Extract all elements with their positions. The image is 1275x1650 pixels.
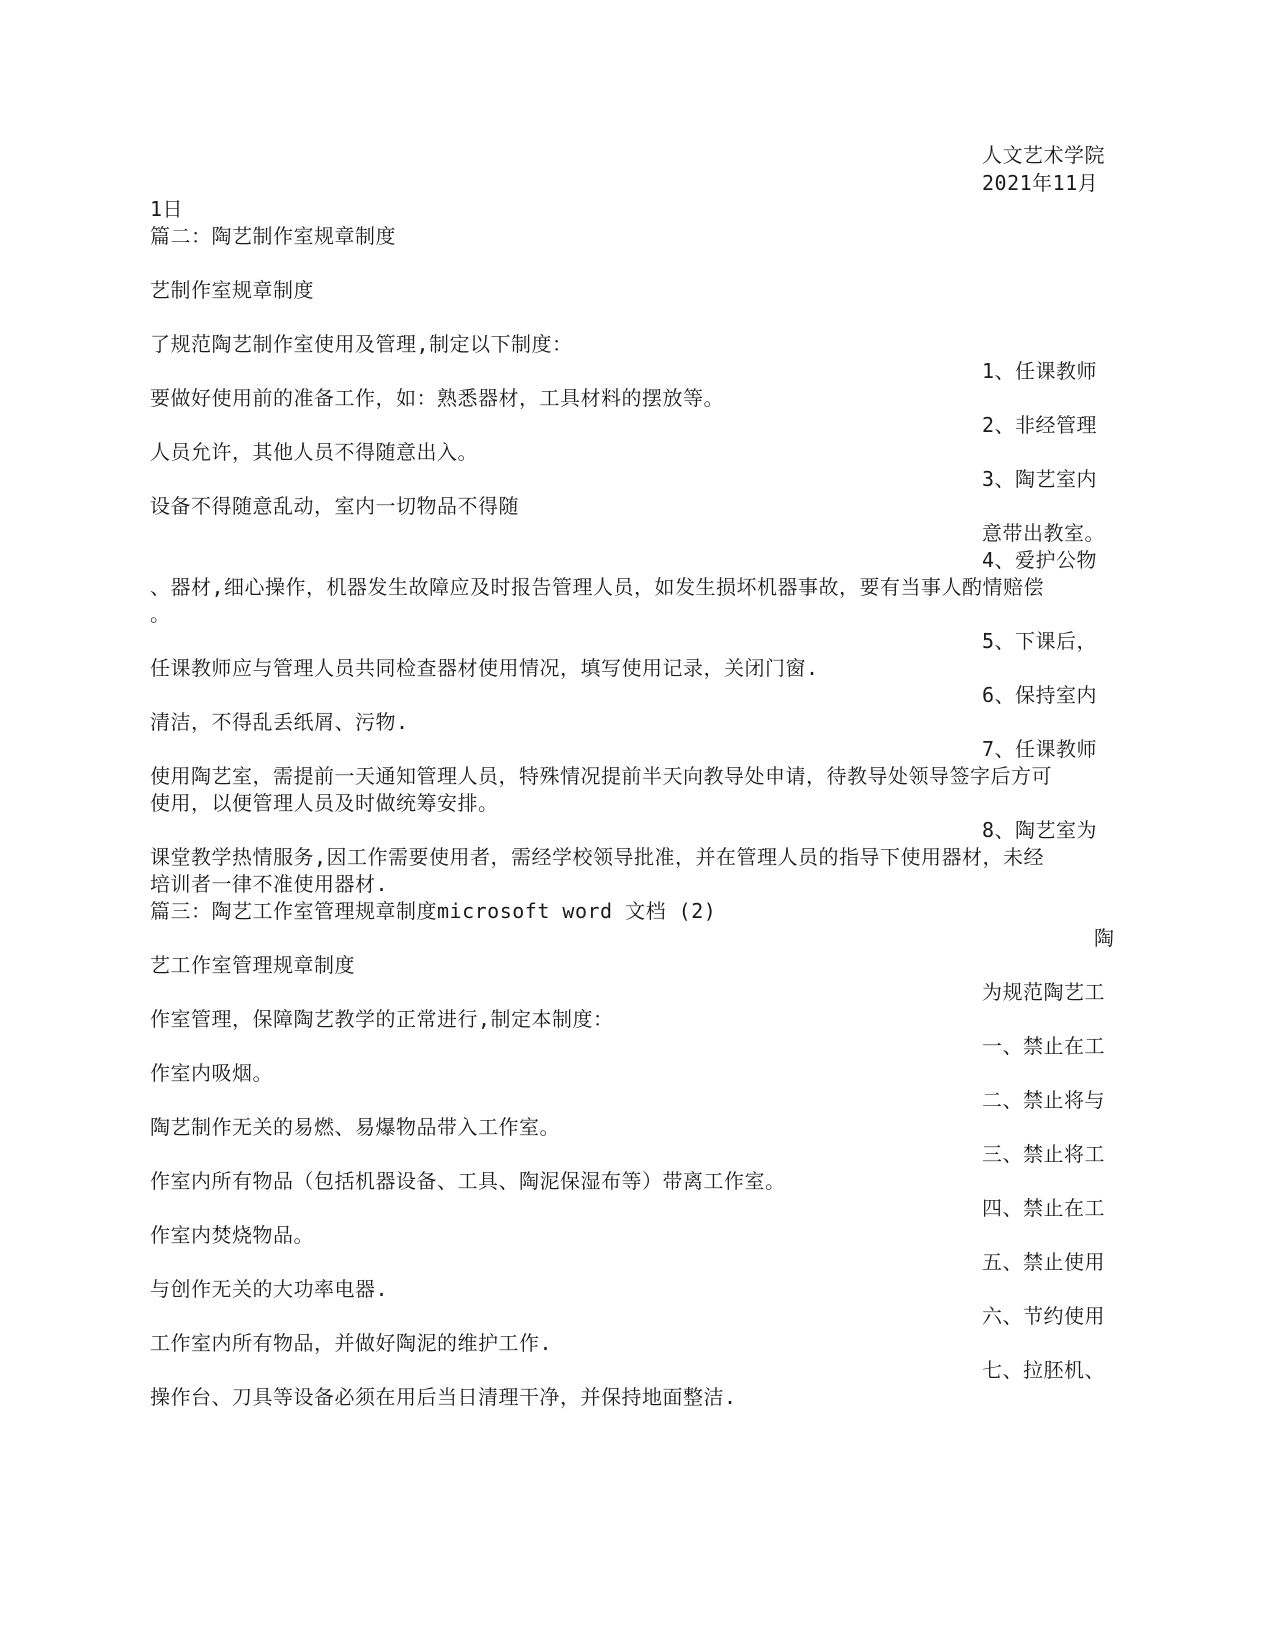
- rule-2-8-number: 8、陶艺室为: [982, 818, 1098, 842]
- rule-2-3-text: 设备不得随意乱动，室内一切物品不得随: [150, 494, 519, 518]
- rule-3-6-text: 工作室内所有物品，并做好陶泥的维护工作.: [150, 1331, 553, 1355]
- rule-3-6-number: 六、节约使用: [982, 1304, 1105, 1328]
- rule-3-1-text: 作室内吸烟。: [150, 1061, 273, 1085]
- rule-3-4-text: 作室内焚烧物品。: [150, 1223, 314, 1247]
- rule-3-7-number: 七、拉胚机、: [982, 1358, 1105, 1382]
- section3-intro-start: 为规范陶艺工: [982, 980, 1105, 1004]
- rule-2-7-text-cont: 使用，以便管理人员及时做统筹安排。: [150, 791, 499, 815]
- rule-2-4-text: 、器材,细心操作，机器发生故障应及时报告管理人员，如发生损坏机器事故，要有当事人酌情赔偿: [150, 575, 1045, 599]
- section2-intro: 了规范陶艺制作室使用及管理,制定以下制度：: [150, 332, 573, 356]
- section2-title: 艺制作室规章制度: [150, 278, 314, 302]
- rule-2-8-text: 课堂教学热情服务,因工作需要使用者，需经学校领导批准，并在管理人员的指导下使用器材，未经: [150, 845, 1045, 869]
- rule-2-6-number: 6、保持室内: [982, 683, 1098, 707]
- rule-2-2-number: 2、非经管理: [982, 413, 1098, 437]
- date-day: 1日: [150, 197, 184, 221]
- rule-3-4-number: 四、禁止在工: [982, 1196, 1105, 1220]
- rule-3-5-number: 五、禁止使用: [982, 1250, 1105, 1274]
- rule-3-5-text: 与创作无关的大功率电器.: [150, 1277, 389, 1301]
- rule-2-4-number: 4、爱护公物: [982, 548, 1098, 572]
- rule-2-1-text: 要做好使用前的准备工作，如：熟悉器材，工具材料的摆放等。: [150, 386, 724, 410]
- rule-3-2-text: 陶艺制作无关的易燃、易爆物品带入工作室。: [150, 1115, 560, 1139]
- rule-3-7-text: 操作台、刀具等设备必须在用后当日清理干净，并保持地面整洁.: [150, 1385, 737, 1409]
- section3-heading: 篇三：陶艺工作室管理规章制度microsoft word 文档 (2): [150, 899, 717, 923]
- rule-3-2-number: 二、禁止将与: [982, 1088, 1105, 1112]
- rule-2-5-number: 5、下课后，: [982, 629, 1098, 653]
- institution-name: 人文艺术学院: [982, 143, 1105, 167]
- rule-2-8-text-cont: 培训者一律不准使用器材.: [150, 872, 389, 896]
- rule-2-3-number: 3、陶艺室内: [982, 467, 1098, 491]
- section2-heading: 篇二：陶艺制作室规章制度: [150, 224, 396, 248]
- rule-2-6-text: 清洁，不得乱丢纸屑、污物.: [150, 710, 409, 734]
- rule-2-3-text-cont: 意带出教室。: [982, 521, 1105, 545]
- rule-2-7-text: 使用陶艺室，需提前一天通知管理人员，特殊情况提前半天向教导处申请，待教导处领导签字后方可: [150, 764, 1052, 788]
- date-year-month: 2021年11月: [982, 171, 1099, 195]
- rule-3-3-text: 作室内所有物品（包括机器设备、工具、陶泥保湿布等）带离工作室。: [150, 1169, 786, 1193]
- section3-title-char: 陶: [1094, 926, 1115, 950]
- rule-2-4-text-end: 。: [150, 602, 171, 626]
- rule-2-2-text: 人员允许，其他人员不得随意出入。: [150, 440, 478, 464]
- section3-intro: 作室管理，保障陶艺教学的正常进行,制定本制度：: [150, 1007, 614, 1031]
- rule-2-7-number: 7、任课教师: [982, 737, 1098, 761]
- rule-3-1-number: 一、禁止在工: [982, 1034, 1105, 1058]
- rule-2-1-number: 1、任课教师: [982, 359, 1098, 383]
- rule-2-5-text: 任课教师应与管理人员共同检查器材使用情况，填写使用记录，关闭门窗.: [150, 656, 819, 680]
- section3-title: 艺工作室管理规章制度: [150, 953, 355, 977]
- rule-3-3-number: 三、禁止将工: [982, 1142, 1105, 1166]
